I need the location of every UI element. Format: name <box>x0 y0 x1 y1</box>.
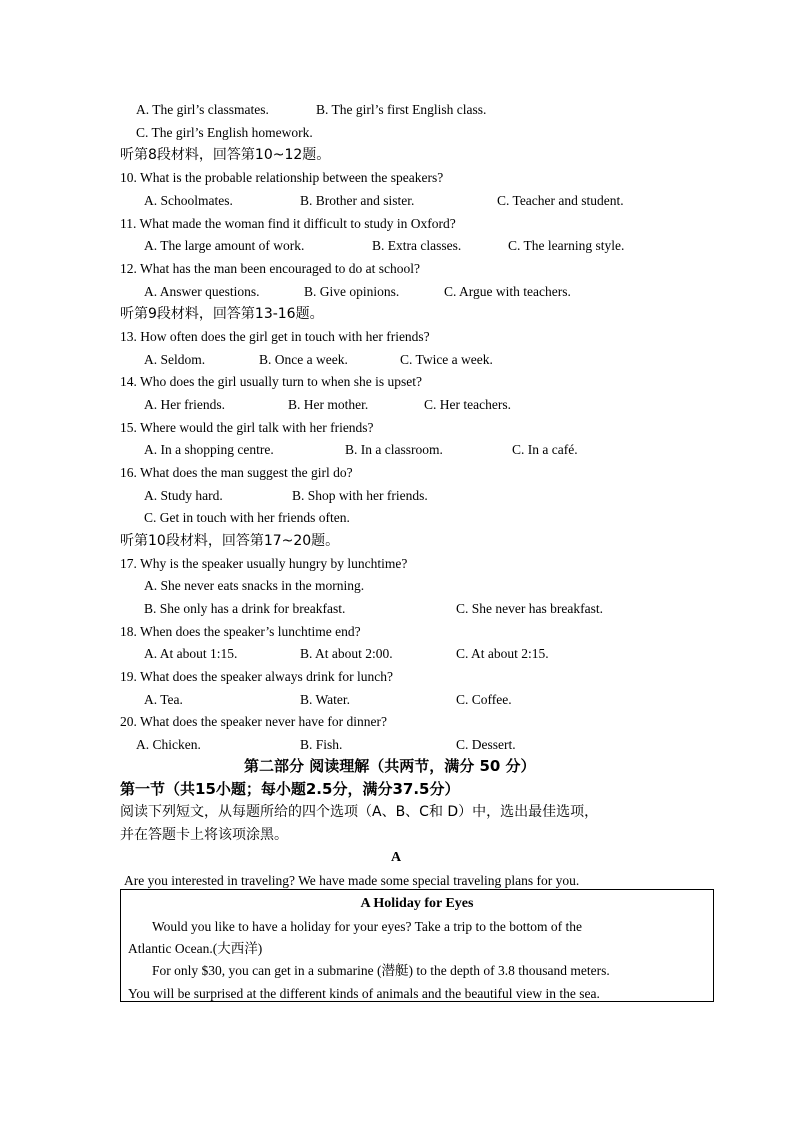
q16-option-b: B. Shop with her friends. <box>292 488 428 503</box>
q10-option-b: B. Brother and sister. <box>300 193 415 208</box>
question-10: 10. What is the probable relationship between the speakers? <box>120 170 444 185</box>
q9-option-b: B. The girl’s first English class. <box>316 102 487 117</box>
q13-option-b: B. Once a week. <box>259 352 348 367</box>
q19-option-c: C. Coffee. <box>456 692 512 707</box>
q20-option-c: C. Dessert. <box>456 737 516 752</box>
q18-option-c: C. At about 2:15. <box>456 646 549 661</box>
q11-option-a: A. The large amount of work. <box>144 238 305 253</box>
question-19: 19. What does the speaker always drink for lunch? <box>120 669 394 684</box>
q12-option-c: C. Argue with teachers. <box>444 284 571 299</box>
q11-option-b: B. Extra classes. <box>372 238 462 253</box>
section-10-heading: 听第10段材料，回答第17~20题。 <box>120 533 340 549</box>
part-2-title: 第二部分 阅读理解（共两节，满分 50 分） <box>244 757 536 775</box>
passage-paragraph-1-line-1: Would you like to have a holiday for your eyes? Take a trip to the bottom of the <box>152 919 582 934</box>
question-14: 14. Who does the girl usually turn to when she is upset? <box>120 374 422 389</box>
question-15: 15. Where would the girl talk with her friends? <box>120 420 374 435</box>
q10-option-c: C. Teacher and student. <box>497 193 624 208</box>
passage-label: A <box>391 850 402 865</box>
q17-option-a: A. She never eats snacks in the morning. <box>144 578 365 593</box>
q16-option-c: C. Get in touch with her friends often. <box>144 510 350 525</box>
q14-option-b: B. Her mother. <box>288 397 369 412</box>
q11-option-c: C. The learning style. <box>508 238 625 253</box>
q10-option-a: A. Schoolmates. <box>144 193 233 208</box>
passage-paragraph-2-line-2: You will be surprised at the different kinds of animals and the beautiful view in the sea. <box>128 986 600 1001</box>
q16-option-a: A. Study hard. <box>144 488 223 503</box>
passage-box <box>120 889 714 1002</box>
q13-option-a: A. Seldom. <box>144 352 206 367</box>
q15-option-c: C. In a café. <box>512 442 578 457</box>
passage-box-title: A Holiday for Eyes <box>360 896 474 911</box>
q15-option-a: A. In a shopping centre. <box>144 442 274 457</box>
section-1-title: 第一节（共15小题；每小题2.5分，满分37.5分） <box>120 780 460 798</box>
q13-option-c: C. Twice a week. <box>400 352 493 367</box>
question-13: 13. How often does the girl get in touch with her friends? <box>120 329 430 344</box>
question-18: 18. When does the speaker’s lunchtime end? <box>120 624 361 639</box>
passage-paragraph-1-line-2: Atlantic Ocean.(大西洋) <box>128 941 263 956</box>
question-16: 16. What does the man suggest the girl do? <box>120 465 353 480</box>
q15-option-b: B. In a classroom. <box>345 442 443 457</box>
q20-option-b: B. Fish. <box>300 737 343 752</box>
section-8-heading: 听第8段材料，回答第10~12题。 <box>120 147 331 163</box>
q20-option-a: A. Chicken. <box>136 737 201 752</box>
q19-option-a: A. Tea. <box>144 692 183 707</box>
section-9-heading: 听第9段材料，回答第13-16题。 <box>120 306 324 322</box>
question-20: 20. What does the speaker never have for dinner? <box>120 714 388 729</box>
q9-option-a: A. The girl’s classmates. <box>136 102 269 117</box>
question-11: 11. What made the woman find it difficult to study in Oxford? <box>120 216 456 231</box>
q12-option-b: B. Give opinions. <box>304 284 400 299</box>
q17-option-c: C. She never has breakfast. <box>456 601 603 616</box>
instructions-line-1: 阅读下列短文，从每题所给的四个选项（A、B、C和 D）中，选出最佳选项， <box>120 804 599 820</box>
q18-option-b: B. At about 2:00. <box>300 646 393 661</box>
instructions-line-2: 并在答题卡上将该项涂黑。 <box>120 827 288 843</box>
q18-option-a: A. At about 1:15. <box>144 646 238 661</box>
q19-option-b: B. Water. <box>300 692 351 707</box>
question-17: 17. Why is the speaker usually hungry by lunchtime? <box>120 556 408 571</box>
passage-paragraph-2-line-1: For only $30, you can get in a submarine (潜艇) to the depth of 3.8 thousand meters. <box>152 963 610 978</box>
question-12: 12. What has the man been encouraged to do at school? <box>120 261 421 276</box>
q14-option-a: A. Her friends. <box>144 397 225 412</box>
q12-option-a: A. Answer questions. <box>144 284 260 299</box>
q14-option-c: C. Her teachers. <box>424 397 511 412</box>
passage-intro: Are you interested in traveling? We have made some special traveling plans for you. <box>124 873 580 888</box>
q9-option-c: C. The girl’s English homework. <box>136 125 313 140</box>
q17-option-b: B. She only has a drink for breakfast. <box>144 601 346 616</box>
